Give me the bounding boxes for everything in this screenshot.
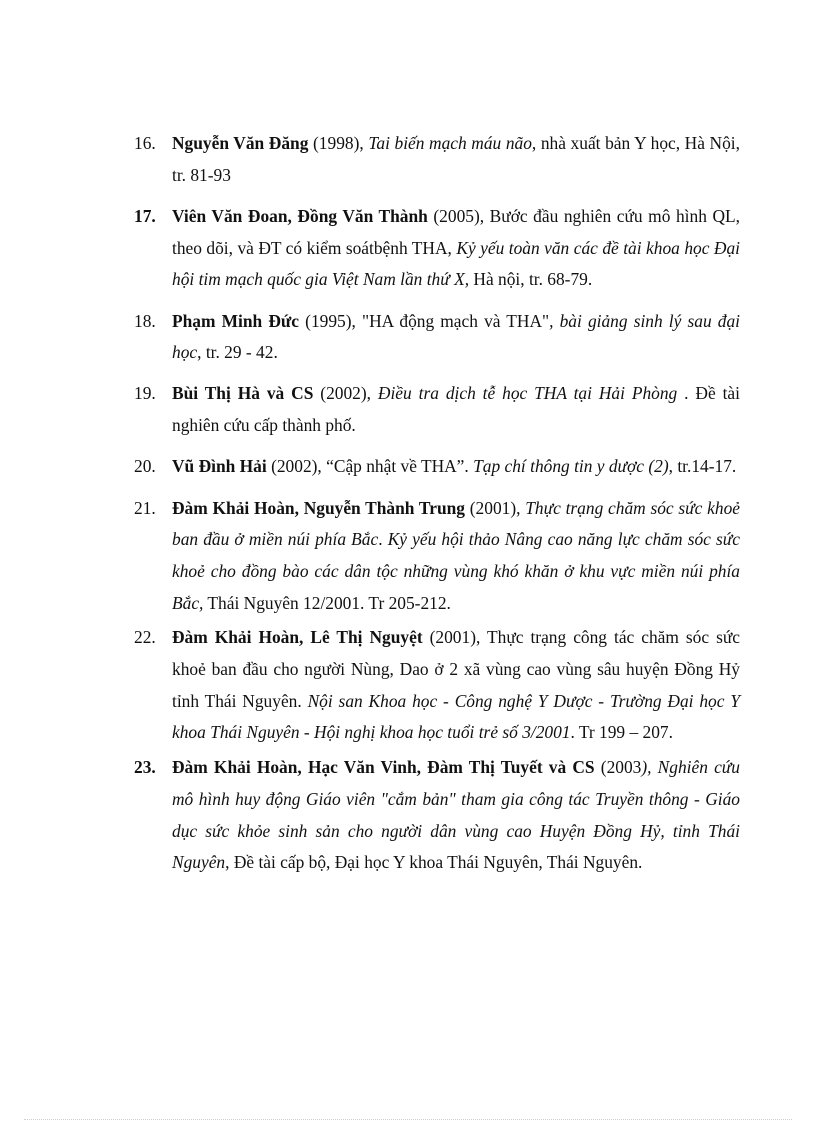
reference-authors: Đàm Khải Hoàn, Hạc Văn Vinh, Đàm Thị Tuyết và CS xyxy=(172,757,595,778)
reference-authors: Đàm Khải Hoàn, Lê Thị Nguyệt xyxy=(172,627,423,648)
reference-text: Hà nội, tr. 68-79. xyxy=(469,269,593,290)
reference-title-italic: , bài giảng sinh lý sau đại học xyxy=(172,310,740,363)
reference-text: Thái Nguyên 12/2001. Tr 205-212. xyxy=(203,592,451,613)
reference-number: 21. xyxy=(134,497,156,518)
reference-number: 19. xyxy=(134,383,156,404)
reference-item xyxy=(134,451,740,483)
reference-text: . Tr 199 – 207. xyxy=(570,722,673,743)
reference-text: , tr. 29 - 42. xyxy=(197,342,278,363)
reference-title-italic: Điều tra dịch tễ học THA tại Hải Phòng xyxy=(377,383,678,404)
reference-authors: Viên Văn Đoan, Đồng Văn Thành xyxy=(172,205,428,226)
reference-authors: Bùi Thị Hà và CS xyxy=(172,383,314,404)
reference-title-italic: Tai biến mạch máu não xyxy=(368,133,532,153)
reference-text: , nhà xuất bản Y học, Hà Nội, tr. 81-93 xyxy=(172,133,740,185)
reference-item xyxy=(134,306,740,369)
page-bottom-divider xyxy=(24,1119,792,1120)
reference-title-italic: Kỷ yếu toàn văn các đề tài khoa học Đại hội tim mạch quốc gia Việt Nam lần thứ X, xyxy=(172,237,740,290)
reference-title-italic: Nội san Khoa học - Công nghệ Y Dược - Trường Đại học Y khoa Thái Nguyên - Hội nghị khoa học tuổi trẻ số 3/2001 xyxy=(172,690,740,743)
reference-number: 23. xyxy=(134,757,156,778)
reference-number: 18. xyxy=(134,310,156,331)
reference-text: (1998), xyxy=(308,133,369,153)
reference-text: , Đề tài cấp bộ, Đại học Y khoa Thái Nguyên, Thái Nguyên. xyxy=(225,852,643,873)
reference-item xyxy=(134,378,740,441)
reference-text: (2005), Bước đầu nghiên cứu mô hình QL, theo dõi, và ĐT có kiểm soátbệnh THA, xyxy=(172,205,740,258)
reference-text: (2003 xyxy=(594,757,642,778)
reference-item xyxy=(134,128,740,191)
reference-text: (2001), Thực trạng công tác chăm sóc sức khoẻ ban đầu cho người Nùng, Dao ở 2 xã vùng cao vùng sâu huyện Đồng Hỷ tỉnh Thái Nguyên. xyxy=(172,627,740,711)
reference-item xyxy=(134,493,740,620)
reference-text: (2002), xyxy=(313,383,378,404)
reference-item xyxy=(134,622,740,749)
reference-item xyxy=(134,752,740,879)
reference-title-italic: Thực trạng chăm sóc sức khoẻ ban đầu ở miền núi phía Bắc xyxy=(172,497,740,550)
reference-text: (2001), xyxy=(465,497,526,518)
reference-authors: Nguyễn Văn Đăng xyxy=(172,133,309,153)
reference-text: , tr.14-17. xyxy=(668,456,737,477)
reference-text: (1995), "HA động mạch và THA" xyxy=(299,310,550,331)
reference-text: (2002), “Cập nhật về THA”. xyxy=(266,456,474,477)
reference-title-italic: ), Nghiên cứu mô hình huy động Giáo viên "cắm bản" tham gia công tác Truyền thông - Giáo dục sức khỏe sinh sản cho người dân vùng cao Huyện Đồng Hỷ, tỉnh Thái Nguyên xyxy=(172,757,740,873)
reference-number: 16. xyxy=(134,133,156,153)
reference-title-italic: Kỷ yếu hội thảo Nâng cao năng lực chăm sóc sức khoẻ cho đồng bào các dân tộc những vùng khó khăn ở khu vực miền núi phía Bắc, xyxy=(172,529,740,613)
reference-list xyxy=(134,128,740,888)
reference-title-italic: Tạp chí thông tin y dược (2) xyxy=(473,456,669,477)
reference-text: . xyxy=(378,529,388,550)
reference-authors: Đàm Khải Hoàn, Nguyễn Thành Trung xyxy=(172,497,465,518)
reference-item xyxy=(134,201,740,296)
reference-text: . Đề tài nghiên cứu cấp thành phố. xyxy=(172,383,740,436)
reference-authors: Vũ Đình Hải xyxy=(172,456,267,477)
reference-authors: Phạm Minh Đức xyxy=(172,310,300,331)
reference-number: 20. xyxy=(134,456,156,477)
reference-number: 22. xyxy=(134,627,156,648)
reference-number: 17. xyxy=(134,205,156,226)
